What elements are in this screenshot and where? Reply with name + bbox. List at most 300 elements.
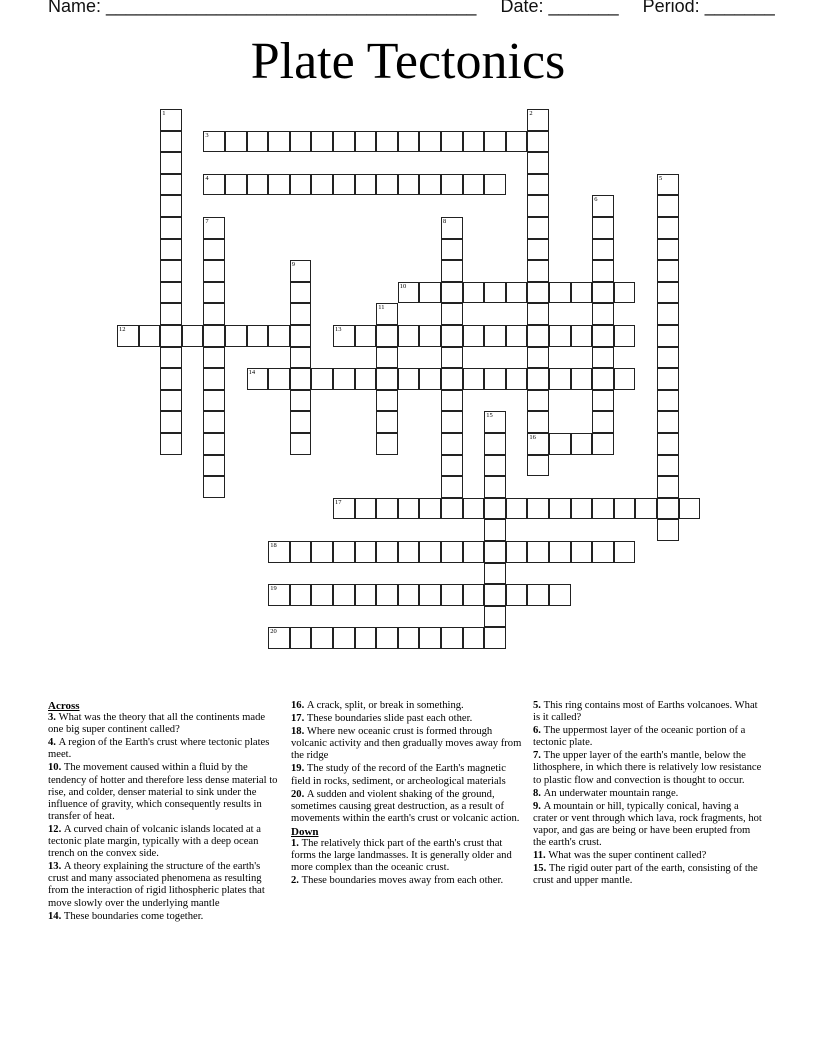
clue-number-label: 6. <box>533 725 544 737</box>
grid-cell[interactable] <box>657 455 679 477</box>
grid-cell[interactable] <box>290 368 312 390</box>
clue-down-7 <box>533 750 765 786</box>
grid-cell[interactable] <box>506 498 528 520</box>
grid-cell[interactable] <box>463 131 485 153</box>
grid-cell[interactable] <box>160 303 182 325</box>
grid-cell[interactable] <box>333 541 355 563</box>
grid-cell[interactable] <box>203 347 225 369</box>
grid-cell[interactable] <box>398 541 420 563</box>
grid-cell[interactable] <box>203 260 225 282</box>
clue-number-19: 19 <box>270 585 277 593</box>
grid-cell[interactable] <box>355 541 377 563</box>
grid-cell[interactable] <box>419 541 441 563</box>
clue-number-17: 17 <box>335 498 342 506</box>
grid-cell[interactable] <box>527 498 549 520</box>
grid-cell[interactable] <box>290 347 312 369</box>
clue-text: The upper layer of the earth's mantle, below the lithosphere, in which there is relatively low resistance to plastic flow and convection is thought to occur. <box>533 750 762 786</box>
grid-cell[interactable] <box>657 282 679 304</box>
grid-cell[interactable] <box>290 541 312 563</box>
grid-cell[interactable] <box>592 260 614 282</box>
grid-cell[interactable] <box>203 476 225 498</box>
clue-number-label: 4. <box>48 737 59 749</box>
clue-number-label: 2. <box>291 875 302 887</box>
grid-cell[interactable] <box>290 282 312 304</box>
grid-cell[interactable] <box>657 260 679 282</box>
grid-cell[interactable] <box>290 627 312 649</box>
grid-cell[interactable] <box>376 541 398 563</box>
name-label: Name: <box>48 0 102 16</box>
clue-text: A mountain or hill, typically conical, having a crater or vent through which lava, rock fragments, hot vapor, and gas are being or have been erupted from the earth's crust. <box>533 800 762 849</box>
grid-cell[interactable] <box>268 174 290 196</box>
clue-across-19 <box>291 763 523 787</box>
grid-cell[interactable] <box>506 368 528 390</box>
grid-cell[interactable] <box>203 282 225 304</box>
grid-cell[interactable] <box>484 519 506 541</box>
grid-cell[interactable] <box>441 411 463 433</box>
clues-column-2 <box>291 700 523 888</box>
grid-cell[interactable] <box>527 303 549 325</box>
grid-cell[interactable] <box>290 390 312 412</box>
grid-cell[interactable] <box>441 368 463 390</box>
clue-number-13: 13 <box>335 326 342 333</box>
clue-number-1: 1 <box>162 110 166 117</box>
clue-across-3 <box>48 712 280 736</box>
grid-cell[interactable] <box>657 390 679 412</box>
grid-cell[interactable] <box>333 174 355 196</box>
grid-cell[interactable] <box>506 584 528 606</box>
clue-text: A region of the Earth's crust where tectonic plates meet. <box>48 737 270 761</box>
grid-cell[interactable] <box>657 347 679 369</box>
grid-cell[interactable] <box>419 325 441 347</box>
grid-cell[interactable] <box>592 390 614 412</box>
clue-text: What was the super continent called? <box>548 850 707 862</box>
grid-cell[interactable] <box>614 498 636 520</box>
grid-cell[interactable] <box>441 131 463 153</box>
grid-cell[interactable] <box>311 174 333 196</box>
grid-cell[interactable] <box>463 627 485 649</box>
clue-number-label: 15. <box>533 863 549 875</box>
grid-cell[interactable] <box>311 368 333 390</box>
grid-cell[interactable] <box>527 217 549 239</box>
grid-cell[interactable] <box>527 390 549 412</box>
grid-cell[interactable] <box>657 498 679 520</box>
clue-across-12 <box>48 824 280 860</box>
grid-cell[interactable] <box>419 282 441 304</box>
grid-cell[interactable] <box>398 627 420 649</box>
grid-cell[interactable] <box>614 368 636 390</box>
grid-cell[interactable] <box>441 498 463 520</box>
grid-cell[interactable] <box>160 347 182 369</box>
grid-cell[interactable] <box>203 303 225 325</box>
clue-number-11: 11 <box>378 304 385 312</box>
clue-number-label: 5. <box>533 700 544 711</box>
grid-cell[interactable] <box>614 282 636 304</box>
grid-cell[interactable] <box>527 347 549 369</box>
grid-cell[interactable] <box>527 174 549 196</box>
grid-cell[interactable] <box>484 476 506 498</box>
grid-cell[interactable] <box>527 325 549 347</box>
grid-cell[interactable] <box>592 368 614 390</box>
grid-cell[interactable] <box>203 239 225 261</box>
grid-cell[interactable] <box>484 174 506 196</box>
grid-cell[interactable] <box>268 325 290 347</box>
grid-cell[interactable] <box>527 131 549 153</box>
grid-cell[interactable] <box>333 627 355 649</box>
period-field[interactable]: _______ <box>704 0 775 16</box>
grid-cell[interactable] <box>571 433 593 455</box>
grid-cell[interactable] <box>527 455 549 477</box>
clue-number-3: 3 <box>205 131 209 139</box>
grid-cell[interactable] <box>398 368 420 390</box>
clue-across-14 <box>48 911 280 923</box>
clue-across-4 <box>48 737 280 761</box>
grid-cell[interactable] <box>225 174 247 196</box>
clue-text: Where new oceanic crust is formed through volcanic activity and then gradually moves away from the ridge <box>291 726 522 762</box>
clue-text: A curved chain of volcanic islands located at a tectonic plate margin, typically with a deep ocean trench on the convex side. <box>48 823 261 860</box>
grid-cell[interactable] <box>247 325 269 347</box>
grid-cell[interactable] <box>506 282 528 304</box>
clue-down-5 <box>533 700 765 724</box>
grid-cell[interactable] <box>484 606 506 628</box>
grid-cell[interactable] <box>203 368 225 390</box>
grid-cell[interactable] <box>657 325 679 347</box>
grid-cell[interactable] <box>419 627 441 649</box>
grid-cell[interactable] <box>441 282 463 304</box>
grid-cell[interactable] <box>160 217 182 239</box>
clue-number-15: 15 <box>486 412 493 420</box>
clue-down-11 <box>533 850 765 862</box>
grid-cell[interactable] <box>549 325 571 347</box>
grid-cell[interactable] <box>571 325 593 347</box>
clue-number-4: 4 <box>205 174 209 182</box>
grid-cell[interactable] <box>463 174 485 196</box>
grid-cell[interactable] <box>484 541 506 563</box>
grid-cell[interactable] <box>527 152 549 174</box>
grid-cell[interactable] <box>635 498 657 520</box>
grid-cell[interactable] <box>355 174 377 196</box>
grid-cell[interactable] <box>571 498 593 520</box>
grid-cell[interactable] <box>160 282 182 304</box>
grid-cell[interactable] <box>139 325 161 347</box>
grid-cell[interactable] <box>290 303 312 325</box>
grid-cell[interactable] <box>419 131 441 153</box>
grid-cell[interactable] <box>160 174 182 196</box>
clue-number-9: 9 <box>291 261 296 269</box>
clue-number-20: 20 <box>270 628 277 636</box>
grid-cell[interactable] <box>290 584 312 606</box>
clue-text: What was the theory that all the continents made one big super continent called? <box>48 712 266 736</box>
grid-cell[interactable] <box>376 174 398 196</box>
grid-cell[interactable] <box>268 368 290 390</box>
grid-cell[interactable] <box>419 368 441 390</box>
down-heading: Down <box>291 825 319 838</box>
grid-cell[interactable] <box>160 131 182 153</box>
grid-cell[interactable] <box>290 411 312 433</box>
clue-text: The relatively thick part of the earth's crust that forms the large landmasses. It is generally older and more complex than the oceanic crust. <box>291 838 512 874</box>
grid-cell[interactable] <box>355 368 377 390</box>
grid-cell[interactable] <box>398 325 420 347</box>
clue-number-label: 20. <box>291 788 307 800</box>
clue-across-17 <box>291 713 523 725</box>
grid-cell[interactable] <box>441 541 463 563</box>
clue-text: A sudden and violent shaking of the ground, sometimes causing great destruction, as a result of movements within the earth's crust or volcanic action. <box>291 788 520 824</box>
clue-number-5: 5 <box>659 174 663 182</box>
grid-cell[interactable] <box>527 239 549 261</box>
grid-cell[interactable] <box>419 174 441 196</box>
clue-number-14: 14 <box>248 369 256 377</box>
grid-cell[interactable] <box>160 390 182 412</box>
grid-cell[interactable] <box>592 282 614 304</box>
clue-text: The study of the record of the Earth's magnetic field in rocks, sediment, or archeological materials <box>291 763 506 787</box>
clue-number-7: 7 <box>205 218 209 225</box>
grid-cell[interactable] <box>506 325 528 347</box>
clue-number-label: 18. <box>291 726 307 738</box>
grid-cell[interactable] <box>592 347 614 369</box>
grid-cell[interactable] <box>657 217 679 239</box>
grid-cell[interactable] <box>311 131 333 153</box>
grid-cell[interactable] <box>355 131 377 153</box>
grid-cell[interactable] <box>463 368 485 390</box>
grid-cell[interactable] <box>333 368 355 390</box>
grid-cell[interactable] <box>484 131 506 153</box>
grid-cell[interactable] <box>160 433 182 455</box>
grid-cell[interactable] <box>441 347 463 369</box>
grid-cell[interactable] <box>247 174 269 196</box>
grid-cell[interactable] <box>376 584 398 606</box>
grid-cell[interactable] <box>484 627 506 649</box>
clue-text: These boundaries come together. <box>63 910 204 922</box>
across-heading: Across <box>48 700 80 712</box>
page-title: Plate Tectonics <box>250 33 566 90</box>
grid-cell[interactable] <box>592 498 614 520</box>
grid-cell[interactable] <box>441 325 463 347</box>
clue-text: The rigid outer part of the earth, consisting of the crust and upper mantle. <box>533 863 758 887</box>
clue-across-20 <box>291 789 523 825</box>
grid-cell[interactable] <box>290 433 312 455</box>
grid-cell[interactable] <box>463 541 485 563</box>
clue-number-10: 10 <box>399 282 407 290</box>
clue-text: These boundaries moves away from each other. <box>301 875 504 887</box>
grid-cell[interactable] <box>203 433 225 455</box>
grid-cell[interactable] <box>506 131 528 153</box>
grid-cell[interactable] <box>376 347 398 369</box>
grid-cell[interactable] <box>484 282 506 304</box>
grid-cell[interactable] <box>484 325 506 347</box>
grid-cell[interactable] <box>657 303 679 325</box>
grid-cell[interactable] <box>398 584 420 606</box>
clue-number-label: 9. <box>533 800 544 812</box>
grid-cell[interactable] <box>203 390 225 412</box>
grid-cell[interactable] <box>333 584 355 606</box>
grid-cell[interactable] <box>441 174 463 196</box>
clue-number-8: 8 <box>443 218 447 225</box>
clue-text: The uppermost layer of the oceanic portion of a tectonic plate. <box>533 725 746 749</box>
grid-cell[interactable] <box>549 498 571 520</box>
clue-number-label: 8. <box>533 787 544 799</box>
clue-number-2: 2 <box>529 110 533 117</box>
clue-text: The movement caused within a fluid by the tendency of hotter and therefore less dense material to rise, and colder, denser material to sink under the influence of gravity, which consequently results in transfer of heat. <box>48 762 278 822</box>
grid-cell[interactable] <box>527 584 549 606</box>
grid-cell[interactable] <box>592 239 614 261</box>
clue-number-label: 17. <box>291 713 307 725</box>
name-field[interactable]: _____________________________________ <box>106 0 477 16</box>
grid-cell[interactable] <box>225 131 247 153</box>
grid-cell[interactable] <box>376 411 398 433</box>
grid-cell[interactable] <box>333 131 355 153</box>
grid-cell[interactable] <box>657 433 679 455</box>
grid-cell[interactable] <box>398 498 420 520</box>
grid-cell[interactable] <box>592 433 614 455</box>
date-field[interactable]: _______ <box>548 0 619 16</box>
clue-down-1 <box>291 838 523 874</box>
grid-cell[interactable] <box>463 325 485 347</box>
grid-cell[interactable] <box>571 368 593 390</box>
grid-cell[interactable] <box>484 563 506 585</box>
clue-text: These boundaries slide past each other. <box>306 713 473 725</box>
grid-cell[interactable] <box>441 390 463 412</box>
grid-cell[interactable] <box>657 411 679 433</box>
grid-cell[interactable] <box>463 498 485 520</box>
clue-number-label: 12. <box>48 823 64 835</box>
clue-number-6: 6 <box>594 196 598 204</box>
grid-cell[interactable] <box>657 476 679 498</box>
grid-cell[interactable] <box>355 584 377 606</box>
clue-down-15 <box>533 863 765 887</box>
clue-down-9 <box>533 801 765 849</box>
grid-cell[interactable] <box>376 627 398 649</box>
grid-cell[interactable] <box>160 411 182 433</box>
grid-cell[interactable] <box>398 131 420 153</box>
grid-cell[interactable] <box>527 195 549 217</box>
grid-cell[interactable] <box>592 325 614 347</box>
grid-cell[interactable] <box>484 433 506 455</box>
grid-cell[interactable] <box>290 131 312 153</box>
grid-cell[interactable] <box>592 541 614 563</box>
clue-number-label: 11. <box>533 850 549 862</box>
grid-cell[interactable] <box>376 325 398 347</box>
grid-cell[interactable] <box>160 152 182 174</box>
grid-cell[interactable] <box>441 433 463 455</box>
grid-cell[interactable] <box>225 325 247 347</box>
grid-cell[interactable] <box>527 260 549 282</box>
grid-cell[interactable] <box>484 455 506 477</box>
grid-cell[interactable] <box>311 541 333 563</box>
grid-cell[interactable] <box>657 368 679 390</box>
grid-cell[interactable] <box>527 368 549 390</box>
grid-cell[interactable] <box>441 303 463 325</box>
grid-cell[interactable] <box>549 282 571 304</box>
date-label: Date: <box>500 0 544 16</box>
period-label: Period: <box>642 0 700 16</box>
grid-cell[interactable] <box>311 627 333 649</box>
grid-cell[interactable] <box>203 325 225 347</box>
grid-cell[interactable] <box>484 498 506 520</box>
grid-cell[interactable] <box>398 174 420 196</box>
grid-cell[interactable] <box>419 584 441 606</box>
grid-cell[interactable] <box>376 368 398 390</box>
grid-cell[interactable] <box>355 627 377 649</box>
grid-cell[interactable] <box>268 131 290 153</box>
clue-number-label: 13. <box>48 861 64 873</box>
grid-cell[interactable] <box>527 411 549 433</box>
grid-cell[interactable] <box>441 260 463 282</box>
grid-cell[interactable] <box>549 584 571 606</box>
clues-column-3 <box>533 700 765 888</box>
grid-cell[interactable] <box>614 541 636 563</box>
grid-cell[interactable] <box>592 303 614 325</box>
grid-cell[interactable] <box>463 282 485 304</box>
clue-number-label: 3. <box>48 712 59 724</box>
grid-cell[interactable] <box>355 325 377 347</box>
grid-cell[interactable] <box>484 584 506 606</box>
grid-cell[interactable] <box>290 325 312 347</box>
grid-cell[interactable] <box>160 325 182 347</box>
grid-cell[interactable] <box>203 455 225 477</box>
grid-cell[interactable] <box>549 368 571 390</box>
grid-cell[interactable] <box>463 584 485 606</box>
grid-cell[interactable] <box>376 433 398 455</box>
grid-cell[interactable] <box>290 174 312 196</box>
clue-across-18 <box>291 726 523 762</box>
grid-cell[interactable] <box>355 498 377 520</box>
grid-cell[interactable] <box>592 217 614 239</box>
grid-cell[interactable] <box>527 282 549 304</box>
grid-cell[interactable] <box>592 411 614 433</box>
grid-cell[interactable] <box>657 195 679 217</box>
clue-across-10 <box>48 762 280 822</box>
clue-number-label: 14. <box>48 910 64 922</box>
grid-cell[interactable] <box>549 433 571 455</box>
clue-number-label: 16. <box>291 700 307 711</box>
grid-cell[interactable] <box>527 541 549 563</box>
grid-cell[interactable] <box>614 325 636 347</box>
grid-cell[interactable] <box>311 584 333 606</box>
grid-cell[interactable] <box>376 131 398 153</box>
grid-cell[interactable] <box>160 260 182 282</box>
grid-cell[interactable] <box>441 476 463 498</box>
grid-cell[interactable] <box>247 131 269 153</box>
grid-cell[interactable] <box>657 239 679 261</box>
grid-cell[interactable] <box>571 541 593 563</box>
grid-cell[interactable] <box>182 325 204 347</box>
grid-cell[interactable] <box>441 627 463 649</box>
clues-column-1 <box>48 700 280 924</box>
grid-cell[interactable] <box>419 498 441 520</box>
clue-number-label: 7. <box>533 750 544 762</box>
grid-cell[interactable] <box>441 584 463 606</box>
grid-cell[interactable] <box>679 498 701 520</box>
grid-cell[interactable] <box>160 239 182 261</box>
grid-cell[interactable] <box>506 541 528 563</box>
grid-cell[interactable] <box>376 498 398 520</box>
clue-down-8 <box>533 788 765 800</box>
clue-number-label: 10. <box>48 762 64 774</box>
grid-cell[interactable] <box>160 195 182 217</box>
grid-cell[interactable] <box>441 239 463 261</box>
grid-cell[interactable] <box>571 282 593 304</box>
clue-number-label: 19. <box>291 763 307 775</box>
grid-cell[interactable] <box>657 519 679 541</box>
grid-cell[interactable] <box>549 541 571 563</box>
clue-number-16: 16 <box>529 434 536 441</box>
grid-cell[interactable] <box>203 411 225 433</box>
grid-cell[interactable] <box>376 390 398 412</box>
grid-cell[interactable] <box>441 455 463 477</box>
clue-text: An underwater mountain range. <box>543 787 679 799</box>
clue-across-13 <box>48 861 280 909</box>
grid-cell[interactable] <box>484 368 506 390</box>
grid-cell[interactable] <box>160 368 182 390</box>
